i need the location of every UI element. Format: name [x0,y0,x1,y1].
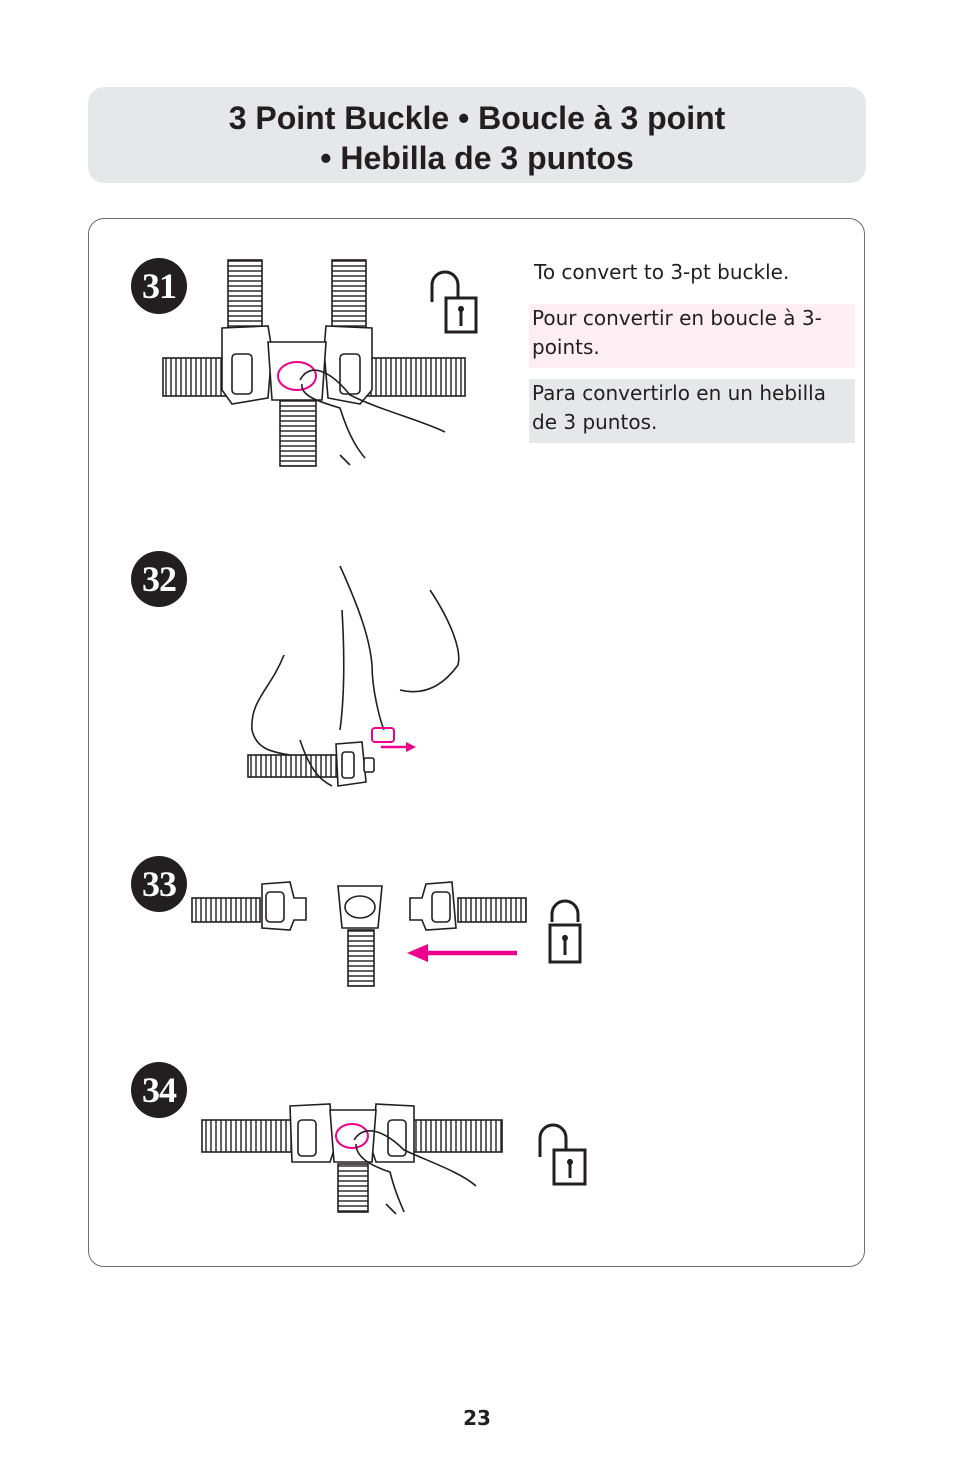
left-buckle-slot [232,354,252,394]
step-number-34: 34 [131,1062,187,1118]
step-number-31: 31 [131,258,187,314]
left-buckle-slot [266,892,284,922]
waist-strap [248,755,338,777]
crotch-strap [348,930,374,986]
unlocked-padlock-icon-31 [432,272,476,332]
right-hand [340,566,459,730]
left-buckle-slot [298,1120,316,1156]
instruction-french: Pour convertir en boucle à 3-points. [529,304,855,368]
right-waist-strap [365,358,465,396]
magenta-arrow-icon-33 [407,944,517,962]
right-waist-strap [458,898,526,922]
buckle-tab [364,758,374,772]
header-title-line-1: 3 Point Buckle • Boucle à 3 point [228,100,726,136]
right-shoulder-strap [332,260,366,335]
step-31-illustration [163,260,465,466]
unlocked-padlock-icon-34 [540,1125,585,1184]
header-title-line-2: • Hebilla de 3 puntos [320,140,634,176]
left-waist-strap [192,898,260,922]
instruction-english: To convert to 3-pt buckle. [534,260,790,284]
step-34-illustration [202,1104,502,1214]
buckle-slot [342,752,354,778]
step-number-33: 33 [131,856,187,912]
page-number: 23 [463,1406,491,1430]
step-number-32: 32 [131,551,187,607]
crotch-strap [280,400,316,466]
right-waist-strap [412,1120,502,1152]
crotch-strap [338,1164,368,1212]
left-waist-strap [202,1120,294,1152]
locked-padlock-icon-33 [550,901,580,962]
step-33-illustration [192,882,526,986]
center-release-button [345,896,375,918]
left-shoulder-strap [228,260,262,335]
right-buckle-slot [432,892,450,922]
instruction-spanish: Para convertirlo en un hebilla de 3 puntos. [529,379,855,443]
step-32-illustration [248,566,459,786]
magenta-arrow-icon-32 [381,742,416,752]
removed-clip [372,728,394,742]
